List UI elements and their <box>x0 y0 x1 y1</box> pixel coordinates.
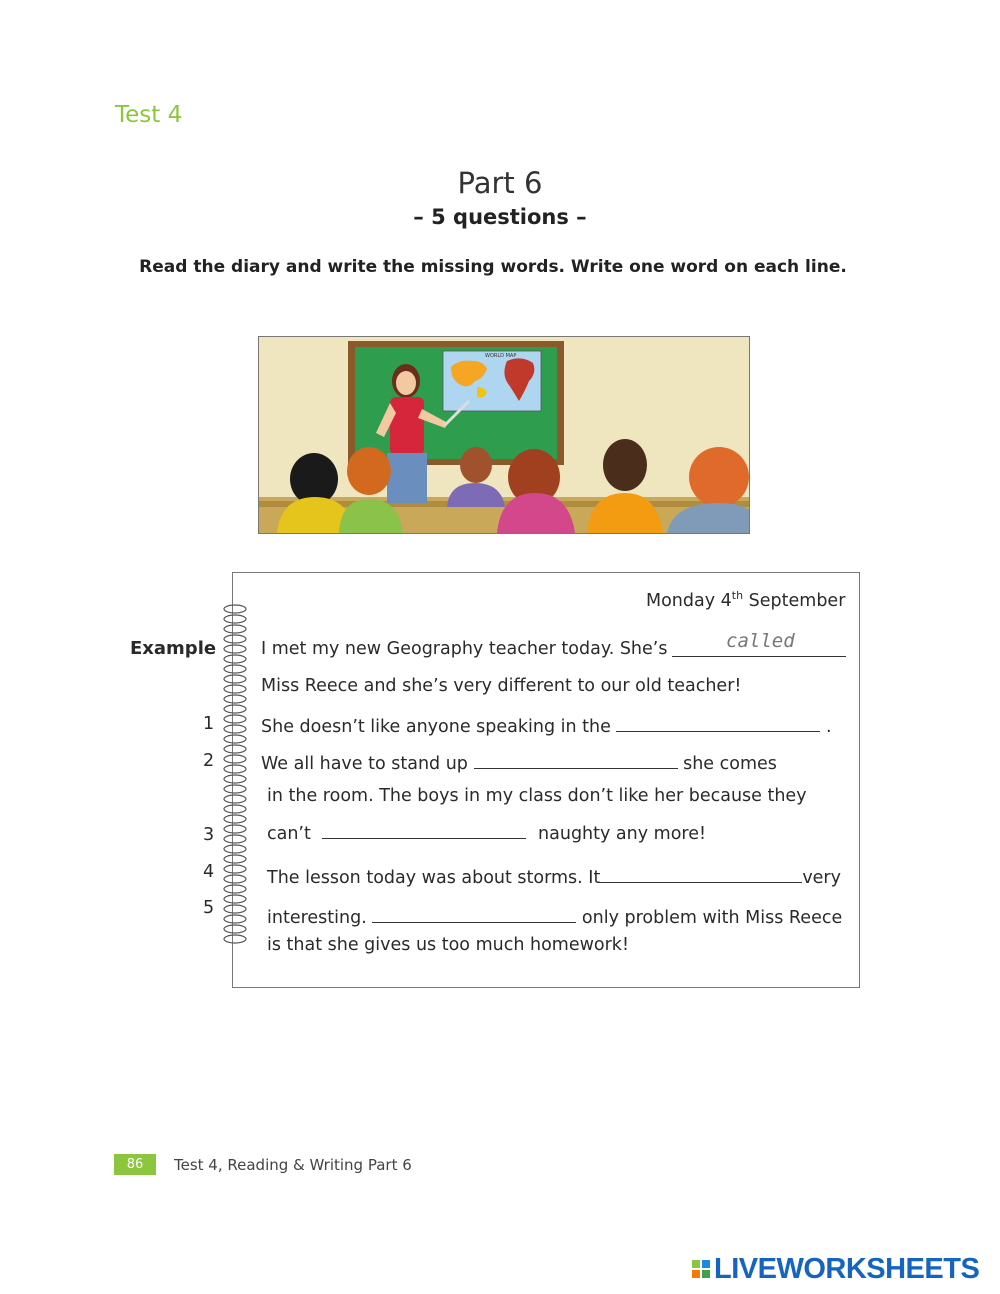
spiral-coil <box>224 895 246 903</box>
logo-text: LIVEWORKSHEETS <box>714 1252 980 1285</box>
diary-line: in the room. The boys in my class don’t like her because they <box>267 786 807 806</box>
spiral-coil <box>224 675 246 683</box>
spiral-coil <box>224 885 246 893</box>
spiral-coil <box>224 665 246 673</box>
spiral-coil <box>224 835 246 843</box>
line-text: The lesson today was about storms. It <box>267 868 601 888</box>
classroom-illustration <box>258 336 750 534</box>
spiral-coil <box>224 915 246 923</box>
line-text: only problem with Miss Reece <box>581 908 843 928</box>
spiral-coil <box>224 655 246 663</box>
spiral-coil <box>224 725 246 733</box>
line-text: . <box>826 717 832 737</box>
line-text: We all have to stand up <box>261 754 468 774</box>
spiral-coil <box>224 935 246 943</box>
example-answer: called <box>726 630 795 652</box>
diary-line: is that she gives us too much homework! <box>267 935 629 955</box>
line-text: can’t <box>267 824 311 844</box>
diary-line-example <box>261 639 667 659</box>
spiral-coil <box>224 925 246 933</box>
spiral-coil <box>224 705 246 713</box>
diary-line-q2 <box>261 750 777 774</box>
spiral-coil <box>224 865 246 873</box>
question-number: 2 <box>203 751 215 771</box>
spiral-coil <box>224 785 246 793</box>
question-number: 3 <box>203 825 215 845</box>
spiral-coil <box>224 645 246 653</box>
line-text: she comes <box>683 754 777 774</box>
logo-square <box>702 1260 710 1268</box>
date-prefix: Monday 4 <box>646 590 732 611</box>
answer-blank-1[interactable] <box>616 713 820 732</box>
spiral-coil <box>224 685 246 693</box>
answer-blank-5[interactable] <box>372 904 576 923</box>
spiral-coil <box>224 615 246 623</box>
logo-square <box>692 1270 700 1278</box>
date-suffix-sup: th <box>731 589 744 602</box>
diary-line: Miss Reece and she’s very different to our old teacher! <box>261 676 742 696</box>
logo-mark-icon <box>692 1260 710 1278</box>
spiral-coil <box>224 625 246 633</box>
part-title: Part 6 <box>457 166 543 200</box>
line-text: naughty any more! <box>538 824 706 844</box>
test-label: Test 4 <box>115 102 183 128</box>
instructions: Read the diary and write the missing words. Write one word on each line. <box>139 257 847 277</box>
answer-blank-4[interactable] <box>600 864 802 883</box>
spiral-coil <box>224 905 246 913</box>
part-subtitle: – 5 questions – <box>413 205 587 229</box>
line-text: She doesn’t like anyone speaking in the <box>261 717 611 737</box>
answer-blank-2[interactable] <box>474 750 678 769</box>
spiral-coil <box>224 735 246 743</box>
spiral-coil <box>224 775 246 783</box>
spiral-coil <box>224 875 246 883</box>
question-number: 4 <box>203 862 215 882</box>
spiral-coil <box>224 605 246 613</box>
liveworksheets-logo[interactable] <box>692 1254 979 1284</box>
diary-line-q3 <box>267 820 706 844</box>
date-suffix: September <box>743 590 846 611</box>
spiral-coil <box>224 795 246 803</box>
diary-line-q1 <box>261 713 832 737</box>
diary-line-q4 <box>267 864 841 888</box>
spiral-coil <box>224 715 246 723</box>
spiral-coil <box>224 815 246 823</box>
spiral-coil <box>224 745 246 753</box>
spiral-coil <box>224 755 246 763</box>
diary-line-q5 <box>267 904 842 928</box>
spiral-binding <box>218 603 252 953</box>
question-number: 1 <box>203 714 215 734</box>
spiral-coil <box>224 845 246 853</box>
question-number: 5 <box>203 898 215 918</box>
page-number: 86 <box>114 1154 156 1175</box>
logo-square <box>702 1270 710 1278</box>
classroom-image <box>259 337 749 533</box>
diary-date <box>646 589 845 611</box>
map-label: WORLD MAP <box>485 353 517 359</box>
line-text: interesting. <box>267 908 367 928</box>
spiral-coil <box>224 855 246 863</box>
example-label: Example <box>130 638 217 659</box>
spiral-coil <box>224 765 246 773</box>
spiral-coil <box>224 805 246 813</box>
answer-blank-3[interactable] <box>322 820 526 839</box>
footer-text: Test 4, Reading & Writing Part 6 <box>174 1156 412 1174</box>
logo-square <box>692 1260 700 1268</box>
spiral-coil <box>224 635 246 643</box>
spiral-coil <box>224 825 246 833</box>
line-text: I met my new Geography teacher today. She’s <box>261 639 668 659</box>
spiral-coil <box>224 695 246 703</box>
line-text: very <box>802 868 841 888</box>
